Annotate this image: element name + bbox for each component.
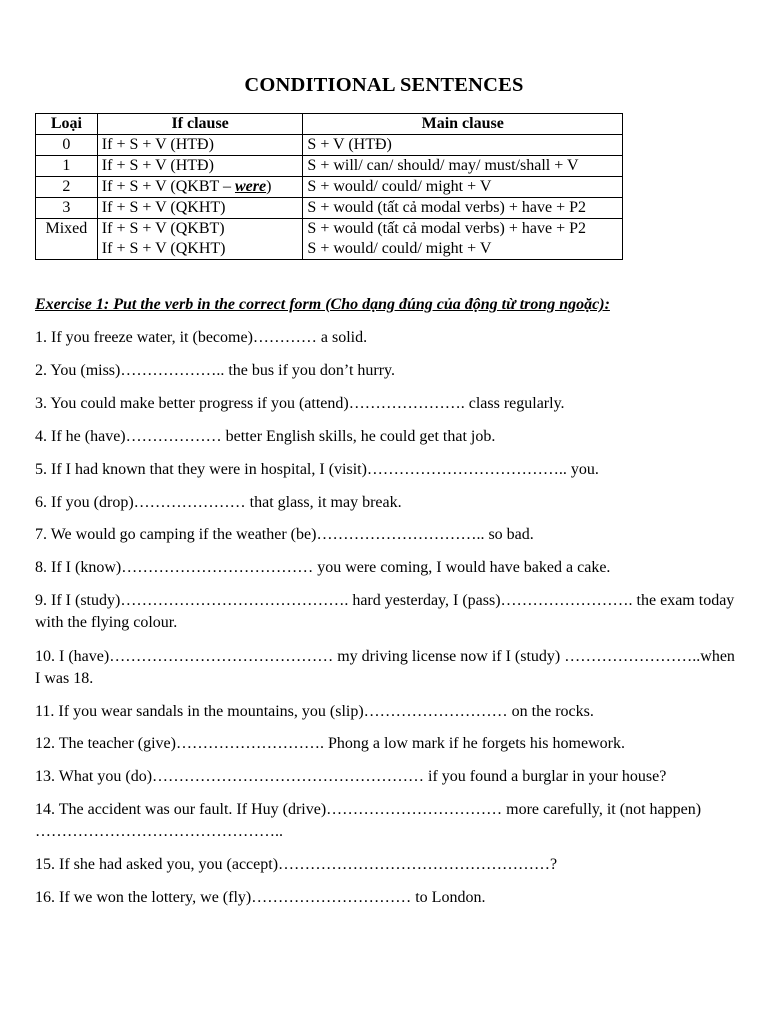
table-row: [36, 198, 623, 219]
main-clause-line: S + would/ could/ might + V: [307, 240, 492, 257]
main-clause-line: S + would (tất cả modal verbs) + have + P2: [307, 220, 586, 237]
if-clause-line: If + S + V (QKBT): [101, 220, 225, 237]
exercise-question: 16. If we won the lottery, we (fly)………………………… to London.: [35, 889, 486, 906]
main-clause-cell: S + would (tất cả modal verbs) + have + P2: [303, 198, 623, 219]
table-row: [36, 135, 623, 156]
table-header-row: [36, 114, 623, 135]
exercise-question: 14. The accident was our fault. If Huy (drive)…………………………… more carefully, it (not happen) ………………………………………..: [35, 801, 702, 840]
if-clause-text: If + S + V (QKHT): [101, 199, 226, 216]
exercise-question: 6. If you (drop)………………… that glass, it may break.: [35, 494, 402, 511]
exercise-question: 2. You (miss)……………….. the bus if you don’t hurry.: [35, 362, 396, 379]
if-clause-text: If + S + V (HTĐ): [101, 157, 214, 174]
exercise-question: 1. If you freeze water, it (become)………… a solid.: [35, 329, 368, 346]
exercise-heading: Exercise 1: Put the verb in the correct form (Cho dạng đúng của động từ trong ngoặc):: [35, 296, 610, 313]
if-clause-cell: [97, 156, 303, 177]
exercise-question: 11. If you wear sandals in the mountains, you (slip)……………………… on the rocks.: [35, 703, 594, 720]
main-clause-cell: S + would/ could/ might + V: [303, 177, 623, 198]
if-clause-cell: [97, 198, 303, 219]
exercise-question: 15. If she had asked you, you (accept)……………………………………………?: [35, 856, 558, 873]
exercise-question: 7. We would go camping if the weather (be)………………………….. so bad.: [35, 526, 534, 543]
exercise-question: 8. If I (know)……………………………… you were coming, I would have baked a cake.: [35, 559, 611, 576]
exercise-question: 12. The teacher (give)………………………. Phong a low mark if he forgets his homework.: [35, 735, 625, 752]
if-clause-cell: [97, 177, 303, 198]
if-clause-cell: [97, 135, 303, 156]
exercise-question: 4. If he (have)……………… better English skills, he could get that job.: [35, 428, 496, 445]
exercise-question: 5. If I had known that they were in hospital, I (visit)……………………………….. you.: [35, 461, 599, 478]
type-cell: Mixed: [36, 219, 98, 260]
if-clause-text: If + S + V (QKBT –: [101, 178, 235, 195]
header-main-clause: Main clause: [303, 114, 623, 135]
exercise-question: 13. What you (do)…………………………………………… if you found a burglar in your house?: [35, 768, 667, 785]
exercise-question: 9. If I (study)……………………………………. hard yesterday, I (pass)……………………. the exam today with the flying colour.: [35, 592, 735, 631]
conditional-table: [35, 113, 623, 260]
if-clause-line: If + S + V (QKHT): [101, 240, 226, 257]
emphasized-were: were: [234, 178, 267, 195]
table-row: [36, 156, 623, 177]
header-type: Loại: [36, 114, 98, 135]
main-clause-cell: S + V (HTĐ): [303, 135, 623, 156]
table-row-mixed: [36, 219, 623, 260]
if-clause-close: ): [266, 178, 272, 195]
header-if-clause: If clause: [97, 114, 303, 135]
main-clause-cell: [303, 219, 623, 260]
main-clause-cell: S + will/ can/ should/ may/ must/shall + V: [303, 156, 623, 177]
if-clause-cell: [97, 219, 303, 260]
type-cell: 2: [36, 177, 98, 198]
if-clause-text: If + S + V (HTĐ): [101, 136, 214, 153]
page-title: CONDITIONAL SENTENCES: [244, 74, 524, 96]
table-row: [36, 177, 623, 198]
type-cell: 1: [36, 156, 98, 177]
type-cell: 0: [36, 135, 98, 156]
type-cell: 3: [36, 198, 98, 219]
exercise-question: 3. You could make better progress if you (attend)…………………. class regularly.: [35, 395, 565, 412]
exercise-question: 10. I (have)…………………………………… my driving license now if I (study) ……………………..when I was 18.: [35, 648, 735, 687]
